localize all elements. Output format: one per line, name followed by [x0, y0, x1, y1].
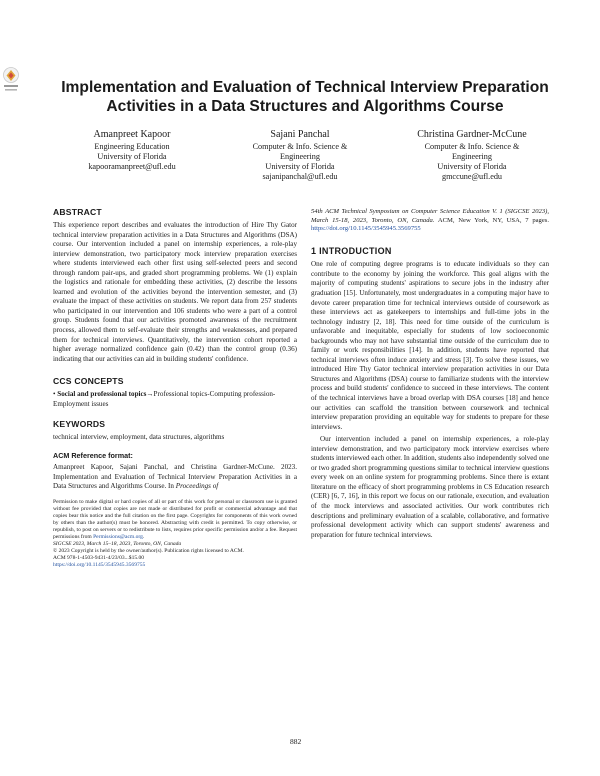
keywords-text: technical interview, employment, data structures, algorithms [53, 433, 225, 442]
author-name: Sajani Panchal [270, 129, 330, 140]
check-for-updates-badge-icon[interactable] [2, 66, 20, 96]
intro-paragraph-2: Our intervention included a panel on internship experiences, a role-play interview demonstration, and two participatory mock interview exercises where students interviewed each other. In addition, students also independently solved one or two graded short programming questions similar to technical interview questions every week on an online system for programming problems. Since there is extant literature on the efficacy of short programming problems in CS Education research (CER) [6, 7, 16], in this report we focus on our rationale, execution, and evaluation of the mock interviews and associated activities. Our work contributes rich descriptions and preliminary evaluation of a scalable, collaborative, and formative professional development activity which can support students' awareness and preparation for future technical interviews. [311, 435, 549, 539]
intro-paragraph-1: One role of computing degree programs is to educate individuals so they can contribute to the economy by joining the workforce. This goal aligns with the majority of computing students' aspirations to secure jobs in the industry after graduation [15]. Unfortunately, most undergraduates in a computing major have to devote career preparation time for technical interviews outside of coursework as these interviews act as gatekeepers to internships and full-time jobs in the technology industry [2, 18]. This need for time outside of the curriculum is unfavorable and inequitable, especially for students of low socioeconomic backgrounds who may not have substantial time outside of the curriculum due to family or work responsibilities [14]. In addition, students have reported that technical interviews often induce anxiety and stress [3]. To solve these issues, we introduced Hire Thy Gator technical interview preparation activities in our Data Structures and Algorithms (DSA) course to familiarize students with the interview process and build students' confidence to succeed in these interviews. The content of the technical interviews have a broad overlap with DSA courses [18] and hence our activities can scaffold the transition between coursework and technical interview preparation providing an equitable way for students to prepare for these interviews. [311, 260, 549, 431]
ccs-concepts [53, 390, 297, 409]
author-block-3 [392, 128, 552, 182]
author-affiliation: Engineering Education [94, 142, 170, 151]
reference-text: Amanpreet Kapoor, Sajani Panchal, and Christina Gardner-McCune. 2023. Implementation and Evaluation of Technical Interview Preparation Activities in a Data Structures and Algorithms Course. In [53, 463, 297, 491]
left-column [53, 207, 297, 570]
ccs-rest: →Professional topics-Computing profession-Employment issues [53, 390, 276, 408]
author-email[interactable]: kapooramanpreet@ufl.edu [88, 162, 176, 171]
author-institution: University of Florida [265, 162, 335, 171]
right-column [311, 208, 549, 540]
author-block-2 [220, 128, 380, 182]
right-acm-reference [311, 208, 549, 234]
ccs-heading: CCS CONCEPTS [53, 376, 124, 387]
title-line-2: Activities in a Data Structures and Algorithms Course [106, 98, 504, 115]
author-name: Amanpreet Kapoor [93, 129, 171, 140]
reference-venue-italic: 54th ACM Technical Symposium on Computer Science Education V. 1 (SIGCSE 2023), March 15-18, 2023, Toronto, ON, Canada. [311, 208, 549, 224]
author-institution: University of Florida [97, 152, 167, 161]
permissions-email-link[interactable]: Permissions@acm.org [93, 534, 143, 541]
page-number: 882 [290, 737, 302, 746]
permissions-text: Permission to make digital or hard copies of all or part of this work for personal or classroom use is granted without fee provided that copies are not made or distributed for profit or commercial advantage and that copies bear this notice and the full citation on the first page. Copyrights for components of this work owned by others than the author(s) must be honored. Abstracting with credit is permitted. To copy otherwise, or republish, to post on servers or to redistribute to lists, requires prior specific permission and/or a fee. Request permissions from [53, 499, 297, 541]
doi-link[interactable]: https://doi.org/10.1145/3545945.3569755 [53, 562, 146, 569]
reference-publisher: ACM, New York, NY, USA, 7 pages. [434, 216, 549, 224]
author-block-1 [52, 128, 212, 172]
acm-reference-heading: ACM Reference format: [53, 450, 133, 460]
isbn-line: ACM 978-1-4503-9431-4/23/03...$15.00 [53, 555, 145, 562]
paper-title [40, 78, 570, 116]
reference-italic: Proceedings of [175, 482, 219, 491]
copyright-line: © 2023 Copyright is held by the owner/author(s). Publication rights licensed to ACM. [53, 548, 244, 555]
abstract-heading: ABSTRACT [53, 207, 102, 217]
author-email[interactable]: gmccune@ufl.edu [441, 172, 503, 181]
author-affiliation-cont: Engineering [279, 152, 320, 161]
author-affiliation: Computer & Info. Science & [252, 142, 348, 151]
ccs-bold-topic: Social and professional topics [57, 390, 147, 399]
title-line-1: Implementation and Evaluation of Technical Interview Preparation [61, 79, 549, 96]
author-name: Christina Gardner-McCune [417, 129, 527, 140]
abstract-text: This experience report describes and evaluates the introduction of Hire Thy Gator technical interview preparation activities in a Data Structures and Algorithms (DSA) course. Our intervention included a panel on internship experiences, a role-play interview demonstration, two participatory mock interview preparation exercises where students interviewed each other first using self-selected peers and second through random pair-ups, and graded short programming problems. We (1) explain the logistics and rationale for embedding these activities, (2) describe the lessons learned and evolution of the activities beyond the intervention semester, and (3) evaluate the impact of these activities on students. We report data from 257 students who participated in our intervention and 106 students who were a part of a control group. Students found that our activities promoted awareness of the recruitment process, allowed them to self-evaluate their strengths and weaknesses, and prepared them for technical interviews. Quantitatively, the intervention cohort reported a higher average normalized confidence gain (0.42) than the control group (0.36) indicating that our activities can aid in building students' confidence. [53, 221, 297, 363]
author-affiliation-cont: Engineering [451, 152, 492, 161]
venue-line: SIGCSE 2023, March 15–18, 2023, Toronto, ON, Canada [53, 541, 182, 548]
author-affiliation: Computer & Info. Science & [424, 142, 520, 151]
author-email[interactable]: sajanipanchal@ufl.edu [262, 172, 338, 181]
ccs-bullet: • [53, 390, 56, 399]
author-institution: University of Florida [437, 162, 507, 171]
acm-reference-text [53, 463, 297, 492]
reference-doi-link[interactable]: https://doi.org/10.1145/3545945.3569755 [311, 225, 421, 233]
introduction-heading: 1 INTRODUCTION [311, 245, 392, 256]
permissions-block: Permission to make digital or hard copies of all or part of this work for personal or classroom use is granted without fee provided that copies are not made or distributed for profit or commercial advantage and that copies bear this notice and the full citation on the first page. Copyrights for components of this work owned by others than the author(s) must be honored. Abstracting with credit is permitted. To copy otherwise, or republish, to post on servers or to redistribute to lists, requires prior specific permission and/or a fee. Request permissions from Permissions@acm.org. SIGCSE 2023, March 15–18, 2023, Toronto, ON, Canada © 2023 Copyright is held by the owner/author(s). Publication rights licensed to ACM. ACM 978-1-4503-9431-4/23/03...$15.00 https://doi.org/10.1145/3545945.3569755 [53, 499, 297, 569]
keywords-heading: KEYWORDS [53, 419, 106, 430]
